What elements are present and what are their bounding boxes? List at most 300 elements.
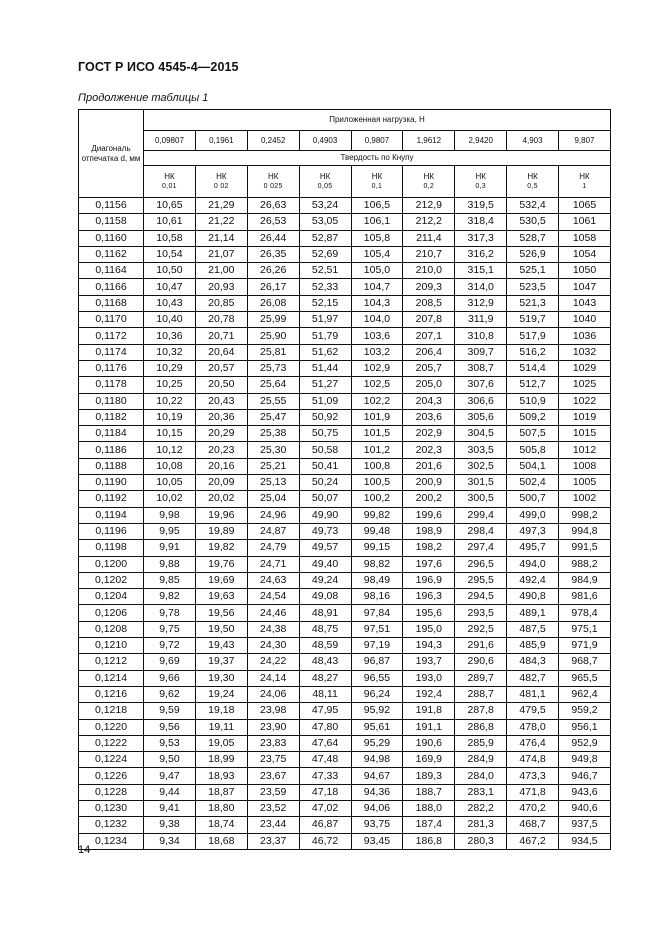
hardness-cell: 200,2 xyxy=(403,491,455,507)
hardness-cell: 978,4 xyxy=(559,605,611,621)
hardness-cell: 51,09 xyxy=(299,393,351,409)
hardness-cell: 23,59 xyxy=(247,784,299,800)
hardness-cell: 48,59 xyxy=(299,638,351,654)
table-row xyxy=(79,719,611,735)
hardness-cell: 523,5 xyxy=(507,279,559,295)
table-row xyxy=(79,833,611,849)
hardness-cell: 514,4 xyxy=(507,360,559,376)
hardness-cell: 20,85 xyxy=(195,295,247,311)
hardness-cell: 984,9 xyxy=(559,572,611,588)
hardness-cell: 21,22 xyxy=(195,214,247,230)
hk-scale-header xyxy=(455,166,507,198)
hardness-cell: 484,3 xyxy=(507,654,559,670)
hardness-cell: 316,2 xyxy=(455,246,507,262)
diagonal-cell: 0,1178 xyxy=(79,377,144,393)
hardness-cell: 53,05 xyxy=(299,214,351,230)
hardness-cell: 10,58 xyxy=(144,230,196,246)
hardness-cell: 24,87 xyxy=(247,523,299,539)
hardness-cell: 1025 xyxy=(559,377,611,393)
hardness-cell: 526,9 xyxy=(507,246,559,262)
hardness-cell: 20,50 xyxy=(195,377,247,393)
hardness-cell: 198,2 xyxy=(403,540,455,556)
hardness-cell: 93,75 xyxy=(351,817,403,833)
hardness-cell: 19,24 xyxy=(195,686,247,702)
hardness-cell: 51,27 xyxy=(299,377,351,393)
hardness-cell: 310,8 xyxy=(455,328,507,344)
diagonal-cell: 0,1230 xyxy=(79,800,144,816)
table-row xyxy=(79,198,611,214)
diagonal-cell: 0,1194 xyxy=(79,507,144,523)
table-row xyxy=(79,605,611,621)
hardness-cell: 188,0 xyxy=(403,800,455,816)
hardness-cell: 206,4 xyxy=(403,344,455,360)
hardness-cell: 318,4 xyxy=(455,214,507,230)
hardness-cell: 9,50 xyxy=(144,752,196,768)
hardness-cell: 20,57 xyxy=(195,360,247,376)
diagonal-cell: 0,1216 xyxy=(79,686,144,702)
diagonal-cell: 0,1232 xyxy=(79,817,144,833)
hardness-cell: 9,88 xyxy=(144,556,196,572)
hardness-cell: 94,36 xyxy=(351,784,403,800)
hardness-cell: 10,32 xyxy=(144,344,196,360)
table-row xyxy=(79,246,611,262)
hardness-cell: 20,93 xyxy=(195,279,247,295)
hardness-cell: 19,05 xyxy=(195,735,247,751)
hardness-cell: 97,51 xyxy=(351,621,403,637)
hardness-cell: 10,05 xyxy=(144,475,196,491)
hardness-cell: 26,44 xyxy=(247,230,299,246)
hardness-cell: 25,30 xyxy=(247,442,299,458)
hardness-cell: 19,56 xyxy=(195,605,247,621)
hardness-cell: 946,7 xyxy=(559,768,611,784)
table-caption: Продолжение таблицы 1 xyxy=(78,92,209,104)
hardness-cell: 500,7 xyxy=(507,491,559,507)
hk-label: НК xyxy=(216,171,227,181)
hardness-cell: 20,02 xyxy=(195,491,247,507)
hardness-cell: 962,4 xyxy=(559,686,611,702)
hardness-cell: 95,92 xyxy=(351,703,403,719)
hardness-cell: 10,22 xyxy=(144,393,196,409)
hardness-cell: 94,67 xyxy=(351,768,403,784)
table-row xyxy=(79,556,611,572)
hardness-cell: 18,74 xyxy=(195,817,247,833)
hardness-cell: 19,30 xyxy=(195,670,247,686)
hardness-cell: 308,7 xyxy=(455,360,507,376)
table-row xyxy=(79,328,611,344)
load-value: 2,9420 xyxy=(455,131,507,151)
hardness-cell: 10,50 xyxy=(144,263,196,279)
hardness-cell: 293,5 xyxy=(455,605,507,621)
diagonal-cell: 0,1174 xyxy=(79,344,144,360)
hardness-cell: 47,33 xyxy=(299,768,351,784)
hardness-cell: 9,72 xyxy=(144,638,196,654)
hardness-cell: 10,47 xyxy=(144,279,196,295)
diagonal-cell: 0,1218 xyxy=(79,703,144,719)
hardness-cell: 21,14 xyxy=(195,230,247,246)
hardness-cell: 20,78 xyxy=(195,312,247,328)
hardness-cell: 281,3 xyxy=(455,817,507,833)
load-value: 0,1961 xyxy=(195,131,247,151)
hardness-cell: 205,0 xyxy=(403,377,455,393)
diagonal-cell: 0,1202 xyxy=(79,572,144,588)
hardness-cell: 10,02 xyxy=(144,491,196,507)
hardness-cell: 210,7 xyxy=(403,246,455,262)
table-row xyxy=(79,214,611,230)
hardness-cell: 26,63 xyxy=(247,198,299,214)
hk-scale: 0,5 xyxy=(527,182,538,190)
hardness-cell: 24,96 xyxy=(247,507,299,523)
hardness-cell: 50,41 xyxy=(299,458,351,474)
diagonal-cell: 0,1162 xyxy=(79,246,144,262)
table-row xyxy=(79,638,611,654)
hardness-cell: 965,5 xyxy=(559,670,611,686)
hardness-cell: 1043 xyxy=(559,295,611,311)
hardness-cell: 1061 xyxy=(559,214,611,230)
hardness-cell: 19,50 xyxy=(195,621,247,637)
hk-label: НК xyxy=(527,171,538,181)
hardness-header: Твердость по Кнупу xyxy=(144,151,611,166)
hardness-cell: 25,13 xyxy=(247,475,299,491)
hardness-cell: 975,1 xyxy=(559,621,611,637)
hk-scale: 0 02 xyxy=(213,182,229,190)
hk-scale: 0,2 xyxy=(423,182,435,190)
load-value: 4,903 xyxy=(507,131,559,151)
hardness-cell: 100,2 xyxy=(351,491,403,507)
hardness-cell: 512,7 xyxy=(507,377,559,393)
hardness-cell: 981,6 xyxy=(559,589,611,605)
hardness-cell: 104,3 xyxy=(351,295,403,311)
hardness-cell: 9,34 xyxy=(144,833,196,849)
hardness-cell: 24,46 xyxy=(247,605,299,621)
hardness-cell: 532,4 xyxy=(507,198,559,214)
hardness-cell: 19,18 xyxy=(195,703,247,719)
hk-scale-header xyxy=(351,166,403,198)
diagonal-cell: 0,1156 xyxy=(79,198,144,214)
hardness-cell: 19,11 xyxy=(195,719,247,735)
table-row xyxy=(79,426,611,442)
hardness-cell: 96,87 xyxy=(351,654,403,670)
load-value: 9,807 xyxy=(559,131,611,151)
hardness-cell: 102,5 xyxy=(351,377,403,393)
table-row xyxy=(79,784,611,800)
hardness-cell: 52,51 xyxy=(299,263,351,279)
hardness-cell: 307,6 xyxy=(455,377,507,393)
diagonal-cell: 0,1176 xyxy=(79,360,144,376)
hardness-cell: 20,71 xyxy=(195,328,247,344)
hardness-cell: 23,90 xyxy=(247,719,299,735)
hardness-cell: 98,16 xyxy=(351,589,403,605)
hardness-cell: 297,4 xyxy=(455,540,507,556)
hardness-cell: 100,5 xyxy=(351,475,403,491)
hardness-cell: 18,99 xyxy=(195,752,247,768)
hardness-cell: 290,6 xyxy=(455,654,507,670)
diagonal-cell: 0,1158 xyxy=(79,214,144,230)
hardness-cell: 191,1 xyxy=(403,719,455,735)
hardness-cell: 10,19 xyxy=(144,409,196,425)
diagonal-cell: 0,1192 xyxy=(79,491,144,507)
hardness-cell: 25,90 xyxy=(247,328,299,344)
hardness-cell: 521,3 xyxy=(507,295,559,311)
hardness-cell: 287,8 xyxy=(455,703,507,719)
hardness-cell: 485,9 xyxy=(507,638,559,654)
hardness-cell: 504,1 xyxy=(507,458,559,474)
hardness-cell: 516,2 xyxy=(507,344,559,360)
hardness-table xyxy=(78,109,611,850)
hardness-cell: 105,4 xyxy=(351,246,403,262)
diagonal-cell: 0,1172 xyxy=(79,328,144,344)
hk-scale: 1 xyxy=(582,182,587,190)
diagonal-cell: 0,1168 xyxy=(79,295,144,311)
hardness-cell: 10,36 xyxy=(144,328,196,344)
hardness-cell: 203,6 xyxy=(403,409,455,425)
hardness-cell: 934,5 xyxy=(559,833,611,849)
hardness-cell: 314,0 xyxy=(455,279,507,295)
hardness-cell: 473,3 xyxy=(507,768,559,784)
table-row xyxy=(79,800,611,816)
hardness-cell: 186,8 xyxy=(403,833,455,849)
hardness-cell: 212,9 xyxy=(403,198,455,214)
hardness-cell: 9,53 xyxy=(144,735,196,751)
hardness-cell: 191,8 xyxy=(403,703,455,719)
table-row xyxy=(79,540,611,556)
hardness-cell: 103,2 xyxy=(351,344,403,360)
diagonal-cell: 0,1206 xyxy=(79,605,144,621)
hardness-cell: 476,4 xyxy=(507,735,559,751)
hk-scale: 0,3 xyxy=(475,182,486,190)
table-row xyxy=(79,654,611,670)
hardness-cell: 212,2 xyxy=(403,214,455,230)
hardness-cell: 19,76 xyxy=(195,556,247,572)
table-row xyxy=(79,377,611,393)
hardness-cell: 285,9 xyxy=(455,735,507,751)
hardness-cell: 24,38 xyxy=(247,621,299,637)
hardness-cell: 9,56 xyxy=(144,719,196,735)
scales-row xyxy=(79,166,611,198)
hardness-cell: 10,12 xyxy=(144,442,196,458)
hardness-cell: 10,61 xyxy=(144,214,196,230)
hardness-cell: 309,7 xyxy=(455,344,507,360)
hardness-cell: 315,1 xyxy=(455,263,507,279)
hardness-cell: 211,4 xyxy=(403,230,455,246)
hardness-cell: 102,9 xyxy=(351,360,403,376)
hardness-cell: 952,9 xyxy=(559,735,611,751)
hardness-cell: 1029 xyxy=(559,360,611,376)
hardness-cell: 284,0 xyxy=(455,768,507,784)
hardness-cell: 25,99 xyxy=(247,312,299,328)
hardness-cell: 306,6 xyxy=(455,393,507,409)
hardness-cell: 1050 xyxy=(559,263,611,279)
hardness-cell: 46,72 xyxy=(299,833,351,849)
hk-label: НК xyxy=(319,171,331,181)
hardness-cell: 481,1 xyxy=(507,686,559,702)
hardness-cell: 48,75 xyxy=(299,621,351,637)
hardness-cell: 509,2 xyxy=(507,409,559,425)
diagonal-cell: 0,1228 xyxy=(79,784,144,800)
hardness-cell: 492,4 xyxy=(507,572,559,588)
diagonal-cell: 0,1222 xyxy=(79,735,144,751)
hardness-cell: 497,3 xyxy=(507,523,559,539)
hardness-cell: 303,5 xyxy=(455,442,507,458)
hardness-cell: 956,1 xyxy=(559,719,611,735)
hardness-cell: 517,9 xyxy=(507,328,559,344)
diagonal-cell: 0,1166 xyxy=(79,279,144,295)
hk-label: НК xyxy=(423,171,435,181)
hardness-cell: 312,9 xyxy=(455,295,507,311)
hardness-cell: 26,26 xyxy=(247,263,299,279)
hardness-cell: 479,5 xyxy=(507,703,559,719)
hardness-cell: 319,5 xyxy=(455,198,507,214)
hardness-cell: 104,7 xyxy=(351,279,403,295)
table-row xyxy=(79,475,611,491)
hk-scale-header xyxy=(247,166,299,198)
hardness-cell: 994,8 xyxy=(559,523,611,539)
hardness-cell: 50,75 xyxy=(299,426,351,442)
diagonal-cell: 0,1210 xyxy=(79,638,144,654)
hardness-cell: 106,5 xyxy=(351,198,403,214)
hk-scale: 0,1 xyxy=(371,182,383,190)
hardness-cell: 26,17 xyxy=(247,279,299,295)
table-row xyxy=(79,393,611,409)
hardness-cell: 103,6 xyxy=(351,328,403,344)
table-row xyxy=(79,279,611,295)
hardness-cell: 21,07 xyxy=(195,246,247,262)
diagonal-cell: 0,1208 xyxy=(79,621,144,637)
table-row xyxy=(79,572,611,588)
hardness-cell: 937,5 xyxy=(559,817,611,833)
hardness-cell: 26,35 xyxy=(247,246,299,262)
hardness-cell: 19,37 xyxy=(195,654,247,670)
hardness-cell: 19,63 xyxy=(195,589,247,605)
hardness-cell: 9,66 xyxy=(144,670,196,686)
table-row xyxy=(79,295,611,311)
hardness-cell: 10,25 xyxy=(144,377,196,393)
hardness-cell: 48,27 xyxy=(299,670,351,686)
hk-scale: 0 025 xyxy=(263,182,283,190)
hardness-cell: 24,54 xyxy=(247,589,299,605)
hardness-cell: 9,62 xyxy=(144,686,196,702)
hardness-cell: 289,7 xyxy=(455,670,507,686)
hardness-cell: 50,58 xyxy=(299,442,351,458)
load-value: 0,9807 xyxy=(351,131,403,151)
hardness-cell: 18,80 xyxy=(195,800,247,816)
table-row xyxy=(79,621,611,637)
hardness-cell: 301,5 xyxy=(455,475,507,491)
hardness-cell: 93,45 xyxy=(351,833,403,849)
hardness-cell: 20,16 xyxy=(195,458,247,474)
hardness-cell: 18,93 xyxy=(195,768,247,784)
hardness-cell: 19,89 xyxy=(195,523,247,539)
hardness-cell: 943,6 xyxy=(559,784,611,800)
hardness-cell: 47,48 xyxy=(299,752,351,768)
hk-scale-header xyxy=(195,166,247,198)
hardness-cell: 1002 xyxy=(559,491,611,507)
diagonal-cell: 0,1204 xyxy=(79,589,144,605)
hardness-cell: 478,0 xyxy=(507,719,559,735)
hardness-cell: 10,08 xyxy=(144,458,196,474)
diagonal-cell: 0,1190 xyxy=(79,475,144,491)
table-row xyxy=(79,360,611,376)
diagonal-cell: 0,1180 xyxy=(79,393,144,409)
hardness-cell: 1054 xyxy=(559,246,611,262)
hardness-cell: 489,1 xyxy=(507,605,559,621)
hardness-cell: 519,7 xyxy=(507,312,559,328)
hk-label: НК xyxy=(371,171,383,181)
hardness-cell: 1015 xyxy=(559,426,611,442)
hardness-cell: 18,87 xyxy=(195,784,247,800)
hk-scale-header xyxy=(299,166,351,198)
hardness-cell: 482,7 xyxy=(507,670,559,686)
hardness-cell: 305,6 xyxy=(455,409,507,425)
load-header: Приложенная нагрузка, Н xyxy=(144,110,611,131)
hardness-cell: 499,0 xyxy=(507,507,559,523)
hk-scale-header xyxy=(144,166,196,198)
load-value: 0,2452 xyxy=(247,131,299,151)
hardness-cell: 507,5 xyxy=(507,426,559,442)
hardness-cell: 23,44 xyxy=(247,817,299,833)
hardness-cell: 19,96 xyxy=(195,507,247,523)
hardness-cell: 9,98 xyxy=(144,507,196,523)
hardness-cell: 971,9 xyxy=(559,638,611,654)
hardness-cell: 968,7 xyxy=(559,654,611,670)
hardness-cell: 24,79 xyxy=(247,540,299,556)
hardness-cell: 10,15 xyxy=(144,426,196,442)
table-row xyxy=(79,523,611,539)
hk-scale-header xyxy=(403,166,455,198)
hardness-cell: 97,19 xyxy=(351,638,403,654)
hardness-cell: 18,68 xyxy=(195,833,247,849)
hardness-cell: 19,43 xyxy=(195,638,247,654)
hardness-cell: 525,1 xyxy=(507,263,559,279)
hardness-cell: 51,62 xyxy=(299,344,351,360)
hardness-cell: 23,75 xyxy=(247,752,299,768)
hardness-cell: 317,3 xyxy=(455,230,507,246)
diagonal-cell: 0,1198 xyxy=(79,540,144,556)
diagonal-cell: 0,1234 xyxy=(79,833,144,849)
hardness-cell: 52,69 xyxy=(299,246,351,262)
hk-label: НК xyxy=(579,171,590,181)
hardness-cell: 48,43 xyxy=(299,654,351,670)
table-row xyxy=(79,752,611,768)
hardness-cell: 940,6 xyxy=(559,800,611,816)
hardness-cell: 10,43 xyxy=(144,295,196,311)
hardness-cell: 96,55 xyxy=(351,670,403,686)
hardness-cell: 209,3 xyxy=(403,279,455,295)
hk-label: НК xyxy=(267,171,279,181)
hardness-cell: 101,2 xyxy=(351,442,403,458)
hardness-cell: 295,5 xyxy=(455,572,507,588)
hardness-cell: 294,5 xyxy=(455,589,507,605)
hardness-cell: 48,11 xyxy=(299,686,351,702)
table-row xyxy=(79,670,611,686)
hardness-cell: 25,21 xyxy=(247,458,299,474)
hk-scale-header xyxy=(559,166,611,198)
hk-label: НК xyxy=(164,171,175,181)
hardness-cell: 25,64 xyxy=(247,377,299,393)
hardness-cell: 25,38 xyxy=(247,426,299,442)
hardness-cell: 24,22 xyxy=(247,654,299,670)
hardness-cell: 47,64 xyxy=(299,735,351,751)
diagonal-cell: 0,1186 xyxy=(79,442,144,458)
hardness-cell: 20,43 xyxy=(195,393,247,409)
hardness-cell: 302,5 xyxy=(455,458,507,474)
hardness-cell: 200,9 xyxy=(403,475,455,491)
hardness-cell: 1032 xyxy=(559,344,611,360)
hardness-cell: 195,0 xyxy=(403,621,455,637)
hardness-cell: 202,9 xyxy=(403,426,455,442)
hardness-cell: 205,7 xyxy=(403,360,455,376)
diagonal-cell: 0,1224 xyxy=(79,752,144,768)
diagonal-header: Диагональ отпечатка d, мм xyxy=(79,110,144,198)
